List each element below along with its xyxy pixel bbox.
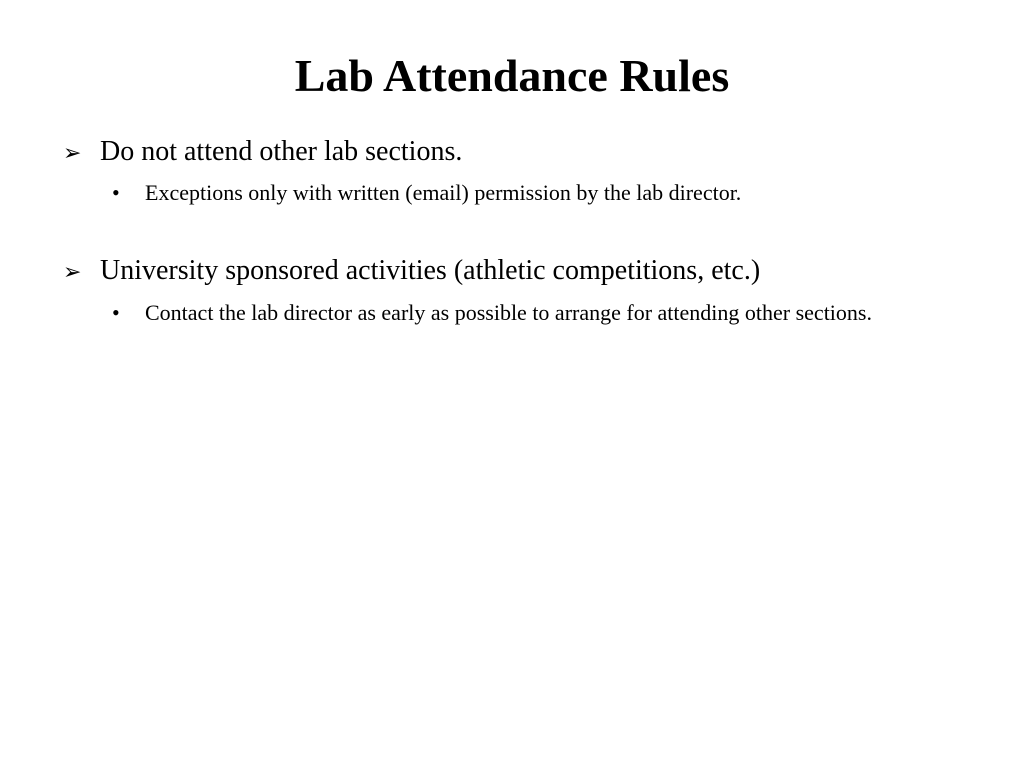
sub-bullet-item-contact-director — [112, 298, 932, 328]
bullet-text: Do not attend other lab sections. — [100, 136, 463, 167]
sub-bullet-text: Contact the lab director as early as possible to arrange for attending other sections. — [145, 300, 872, 325]
arrow-bullet-icon: ➢ — [63, 141, 82, 166]
sub-bullet-item-exceptions — [112, 178, 932, 208]
bullet-item-university-activities — [63, 255, 963, 289]
bullet-text: University sponsored activities (athletic competitions, etc.) — [100, 255, 761, 286]
sub-bullet-text: Exceptions only with written (email) permission by the lab director. — [145, 180, 742, 205]
bullet-item-attend-sections — [63, 136, 963, 170]
dot-bullet-icon: • — [112, 300, 120, 325]
dot-bullet-icon: • — [112, 180, 120, 205]
slide-title: Lab Attendance Rules — [294, 50, 730, 101]
arrow-bullet-icon: ➢ — [63, 260, 82, 285]
